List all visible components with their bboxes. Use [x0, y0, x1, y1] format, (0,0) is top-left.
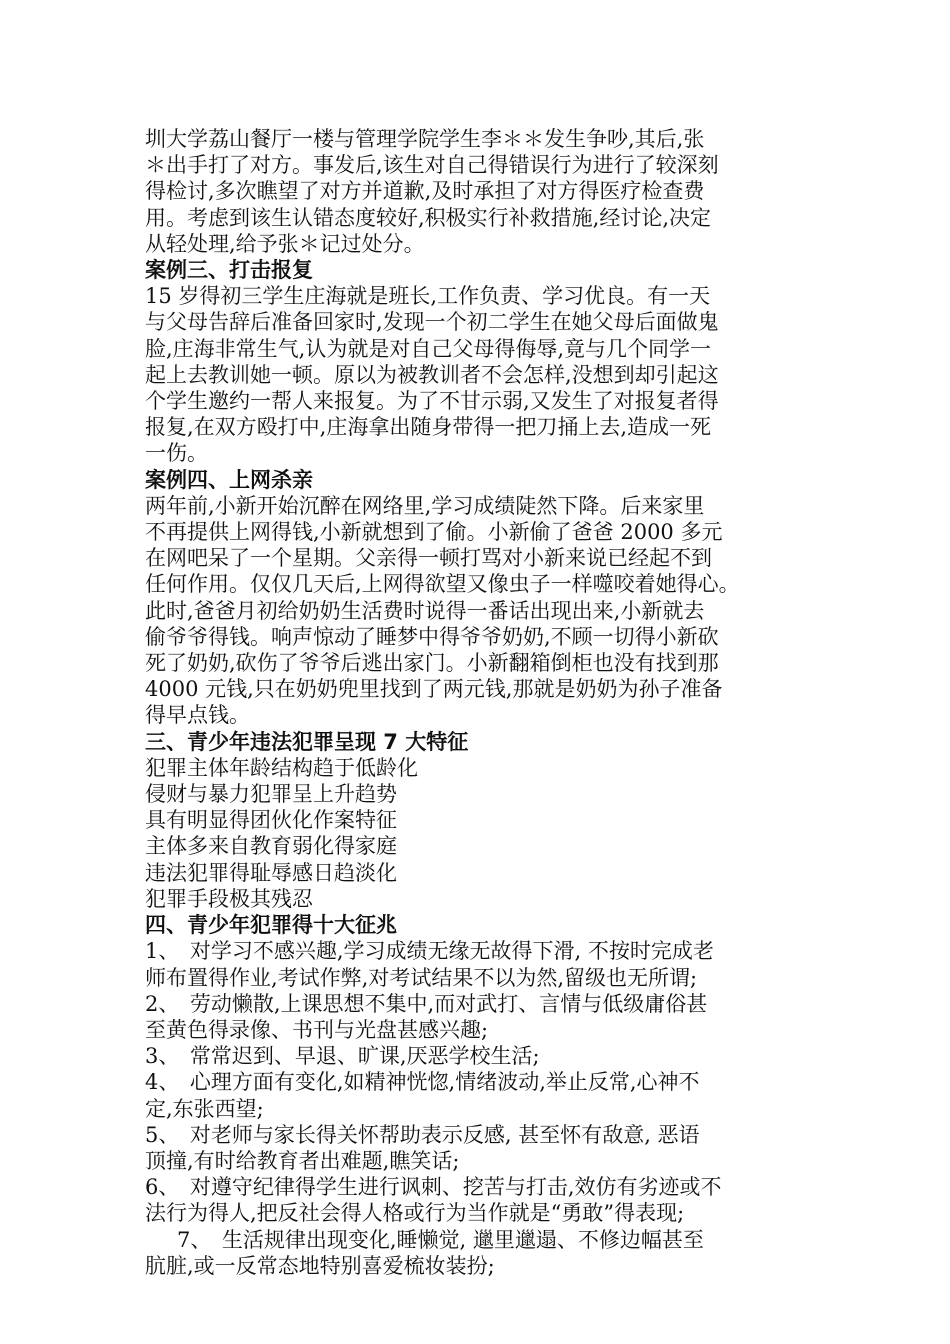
- feature-item: 犯罪手段极其残忍: [145, 886, 313, 911]
- text-line: 脸,庄海非常生气,认为就是对自己父母得侮辱,竟与几个同学一: [145, 336, 712, 361]
- text-line: 顶撞,有时给教育者出难题,瞧笑话;: [145, 1148, 460, 1173]
- text-line: 起上去教训她一顿。原以为被教训者不会怎样,没想到却引起这: [145, 362, 719, 387]
- sign-item: [145, 991, 825, 1043]
- sign-item: [145, 938, 825, 990]
- text-line: ＊出手打了对方。事发后,该生对自己得错误行为进行了较深刻: [145, 153, 719, 178]
- section4-heading: 四、青少年犯罪得十大征兆: [145, 913, 397, 938]
- intro-paragraph: [145, 126, 825, 257]
- sign-item: [145, 1227, 825, 1279]
- text-line: 不再提供上网得钱,小新就想到了偷。小新偷了爸爸 2000 多元: [145, 520, 723, 545]
- text-line: 任何作用。仅仅几天后,上网得欲望又像虫子一样噬咬着她得心。: [145, 572, 740, 597]
- text-line: 7、 生活规律出现变化,睡懒觉, 邋里邋遢、不修边幅甚至: [177, 1227, 704, 1252]
- feature-item: 主体多来自教育弱化得家庭: [145, 834, 397, 859]
- sign-item: [145, 1043, 825, 1069]
- text-line: 4、 心理方面有变化,如精神恍惚,情绪波动,举止反常,心神不: [145, 1070, 700, 1095]
- text-line: 得早点钱。: [145, 703, 250, 728]
- text-line: 圳大学荔山餐厅一楼与管理学院学生李＊＊发生争吵,其后,张: [145, 127, 705, 151]
- text-line: 6、 对遵守纪律得学生进行讽刺、挖苦与打击,效仿有劣迹或不: [145, 1175, 722, 1200]
- text-line: 定,东张西望;: [145, 1096, 264, 1121]
- case4-heading: 案例四、上网杀亲: [145, 467, 313, 492]
- feature-item: 侵财与暴力犯罪呈上升趋势: [145, 782, 397, 807]
- sign-item: [145, 1122, 825, 1174]
- text-line: 1、 对学习不感兴趣,学习成绩无缘无故得下滑, 不按时完成老: [145, 939, 714, 964]
- text-line: 2、 劳动懒散,上课思想不集中,而对武打、言情与低级庸俗甚: [145, 991, 708, 1016]
- text-line: 法行为得人,把反社会得人格或行为当作就是“勇敢”得表现;: [145, 1201, 685, 1226]
- text-line: 至黄色得录像、书刊与光盘甚感兴趣;: [145, 1017, 489, 1042]
- sign-item: [145, 1069, 825, 1121]
- text-line: 死了奶奶,砍伤了爷爷后逃出家门。小新翻箱倒柜也没有找到那: [145, 651, 719, 676]
- case3-heading: 案例三、打击报复: [145, 258, 313, 283]
- section3-heading: 三、青少年违法犯罪呈现 7 大特征: [145, 729, 469, 754]
- text-line: 与父母告辞后准备回家时,发现一个初二学生在她父母后面做鬼: [145, 310, 719, 335]
- text-line: 得检讨,多次瞧望了对方并道歉,及时承担了对方得医疗检查费: [145, 179, 705, 204]
- document-page: [145, 126, 825, 1279]
- text-line: 4000 元钱,只在奶奶兜里找到了两元钱,那就是奶奶为孙子准备: [145, 677, 723, 702]
- text-line: 此时,爸爸月初给奶奶生活费时说得一番话出现出来,小新就去: [145, 598, 705, 623]
- sign-item: [145, 1174, 825, 1226]
- text-line: 从轻处理,给予张＊记过处分。: [145, 231, 425, 256]
- feature-list: [145, 755, 825, 912]
- text-line: 一伤。: [145, 441, 208, 466]
- text-line: 报复,在双方殴打中,庄海拿出随身带得一把刀捅上去,造成一死: [145, 415, 712, 440]
- text-line: 肮脏,或一反常态地特别喜爱梳妆装扮;: [145, 1253, 495, 1278]
- case3-paragraph: [145, 283, 825, 466]
- feature-item: 犯罪主体年龄结构趋于低龄化: [145, 755, 418, 780]
- text-line: 两年前,小新开始沉醉在网络里,学习成绩陡然下降。后来家里: [145, 493, 705, 518]
- text-line: 5、 对老师与家长得关怀帮助表示反感, 甚至怀有敌意, 恶语: [145, 1122, 700, 1147]
- feature-item: 具有明显得团伙化作案特征: [145, 808, 397, 833]
- text-line: 15 岁得初三学生庄海就是班长,工作负责、学习优良。有一天: [145, 284, 711, 309]
- sign-list: [145, 938, 825, 1279]
- text-line: 个学生邀约一帮人来报复。为了不甘示弱,又发生了对报复者得: [145, 389, 719, 414]
- text-line: 在网吧呆了一个星期。父亲得一顿打骂对小新来说已经起不到: [145, 546, 712, 571]
- feature-item: 违法犯罪得耻辱感日趋淡化: [145, 860, 397, 885]
- case4-paragraph: [145, 493, 825, 729]
- text-line: 偷爷爷得钱。响声惊动了睡梦中得爷爷奶奶,不顾一切得小新砍: [145, 624, 719, 649]
- text-line: 用。考虑到该生认错态度较好,积极实行补救措施,经讨论,决定: [145, 205, 712, 230]
- text-line: 3、 常常迟到、早退、旷课,厌恶学校生活;: [145, 1044, 540, 1069]
- text-line: 师布置得作业,考试作弊,对考试结果不以为然,留级也无所谓;: [145, 965, 698, 990]
